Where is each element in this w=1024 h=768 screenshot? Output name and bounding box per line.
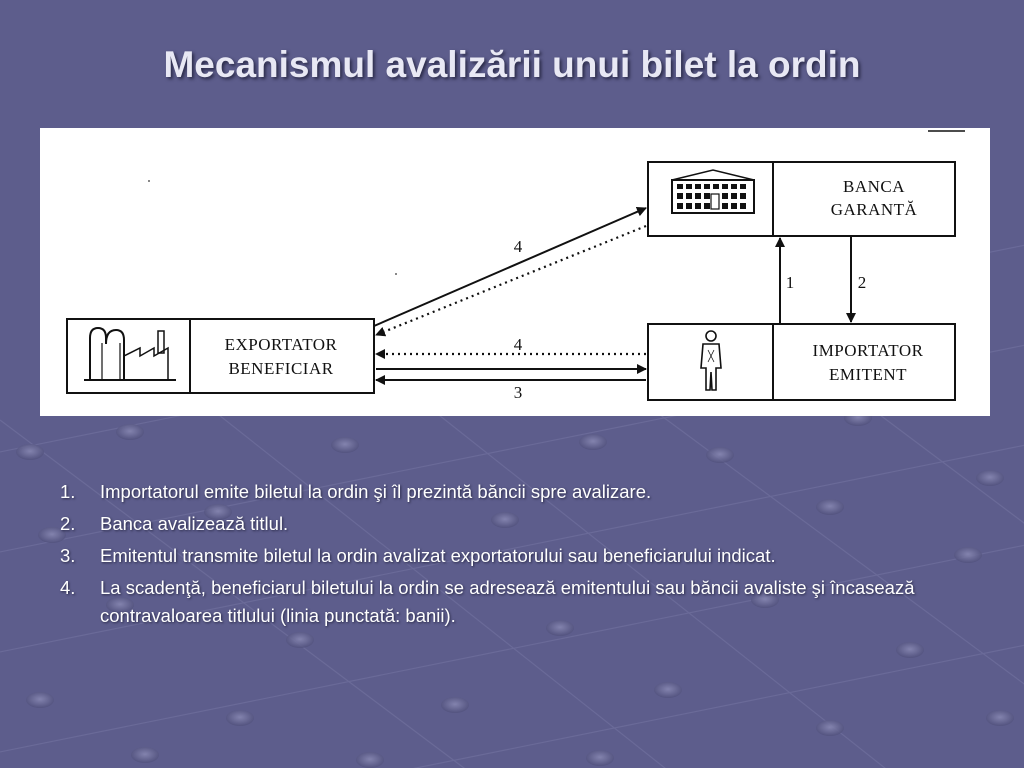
step-number: 1. (60, 481, 76, 502)
bank-label-line1: BANCA (842, 177, 906, 196)
slide-title: Mecanismul avalizării unui bilet la ordin (163, 44, 861, 85)
step-item (60, 574, 960, 630)
label-arrow-3: 3 (513, 383, 523, 402)
label-arrow-4-lower: 4 (513, 335, 523, 354)
arrow-exporter-to-bank (374, 208, 646, 326)
step-item (60, 510, 960, 538)
step-text: Importatorul emite biletul la ordin şi îl prezintă băncii spre avalizare. (100, 481, 652, 502)
step-number: 3. (60, 545, 76, 566)
exporter-node (67, 319, 374, 393)
arrow-bank-to-exporter-dotted (376, 226, 646, 335)
diagram-panel (40, 128, 990, 416)
bank-label-line2: GARANTĂ (830, 200, 918, 219)
step-number: 2. (60, 513, 76, 534)
label-arrow-1: 1 (785, 273, 795, 292)
step-number: 4. (60, 577, 76, 598)
step-item (60, 542, 960, 570)
importer-label-line2: EMITENT (828, 365, 908, 384)
label-arrow-4-upper: 4 (513, 237, 523, 256)
exporter-label-line2: BENEFICIAR (228, 359, 334, 378)
label-arrow-2: 2 (857, 273, 867, 292)
step-text: Emitentul transmite biletul la ordin avalizat exportatorului sau beneficiarului indicat. (100, 545, 776, 566)
step-text: La scadenţă, beneficiarul biletului la ordin se adresează emitentului sau băncii avaliste şi încasează contravaloarea titlului (linia punctată: banii). (100, 577, 915, 626)
step-text: Banca avalizează titlul. (100, 513, 289, 534)
flow-diagram (40, 128, 990, 416)
step-item (60, 478, 960, 506)
bank-node (648, 162, 955, 236)
exporter-label-line1: EXPORTATOR (224, 335, 338, 354)
importer-label-line1: IMPORTATOR (812, 341, 924, 360)
steps-list (60, 478, 960, 634)
importer-node (648, 324, 955, 400)
